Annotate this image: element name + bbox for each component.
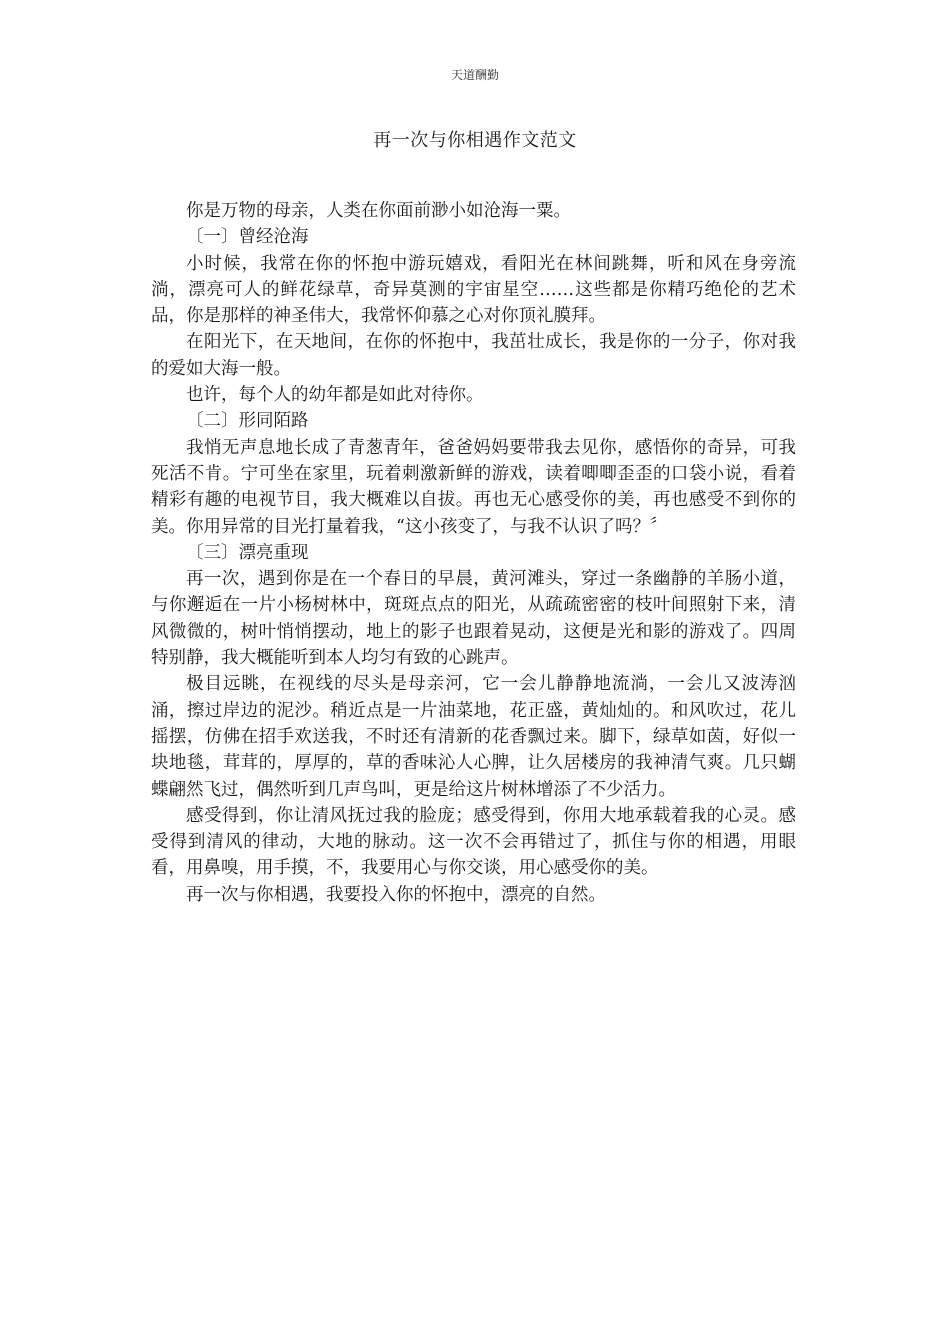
page-header: 天道酬勤 — [450, 68, 499, 82]
paragraph: 小时候，我常在你的怀抱中游玩嬉戏，看阳光在林间跳舞，听和风在身旁流淌，漂亮可人的鲜花绿草，奇异莫测的宇宙星空……这些都是你精巧绝伦的艺术品，你是那样的神圣伟大，我常怀仰慕之心对你顶礼膜拜。 — [151, 253, 796, 327]
paragraph: 我悄无声息地长成了青葱青年，爸爸妈妈要带我去见你，感悟你的奇异，可我死活不肯。宁可坐在家里，玩着刺激新鲜的游戏，读着唧唧歪歪的口袋小说，看着精彩有趣的电视节目，我大概难以自拔。再也无心感受你的美，再也感受不到你的美。你用异常的目光打量着我，“这小孩变了，与我不认识了吗？〞 — [151, 437, 796, 537]
section-heading: 〔一〕曾经沧海 — [186, 227, 309, 248]
paragraph: 再一次与你相遇，我要投入你的怀抱中，漂亮的自然。 — [186, 884, 606, 905]
paragraph: 极目远眺，在视线的尽头是母亲河，它一会儿静静地流淌，一会儿又波涛汹涌，擦过岸边的泥沙。稍近点是一片油菜地，花正盛，黄灿灿的。和风吹过，花儿摇摆，仿佛在招手欢送我，不时还有清新的花香飘过来。脚下，绿草如茵，好似一块地毯，茸茸的，厚厚的，草的香味沁人心脾，让久居楼房的我神清气爽。几只蝴蝶翩然飞过，偶然听到几声鸟叫，更是给这片树林增添了不少活力。 — [151, 674, 796, 800]
page-title: 再一次与你相遇作文范文 — [373, 130, 577, 151]
section-heading: 〔三〕漂亮重现 — [186, 542, 309, 563]
paragraph: 你是万物的母亲，人类在你面前渺小如沧海一粟。 — [186, 201, 571, 221]
paragraph: 在阳光下，在天地间，在你的怀抱中，我茁壮成长，我是你的一分子，你对我的爱如大海一般。 — [151, 332, 796, 379]
article-body — [151, 198, 796, 908]
paragraph: 也许，每个人的幼年都是如此对待你。 — [186, 385, 484, 406]
paragraph: 再一次，遇到你是在一个春日的早晨，黄河滩头，穿过一条幽静的羊肠小道，与你邂逅在一片小杨树林中，斑斑点点的阳光，从疏疏密密的枝叶间照射下来，清风微微的，树叶悄悄摆动，地上的影子也跟着晃动，这便是光和影的游戏了。四周特别静，我大概能听到本人均匀有致的心跳声。 — [151, 569, 796, 669]
section-heading: 〔二〕形同陌路 — [186, 411, 309, 432]
paragraph: 感受得到，你让清风抚过我的脸庞；感受得到，你用大地承载着我的心灵。感受得到清风的律动，大地的脉动。这一次不会再错过了，抓住与你的相遇，用眼看，用鼻嗅，用手摸，不，我要用心与你交谈，用心感受你的美。 — [151, 805, 796, 879]
